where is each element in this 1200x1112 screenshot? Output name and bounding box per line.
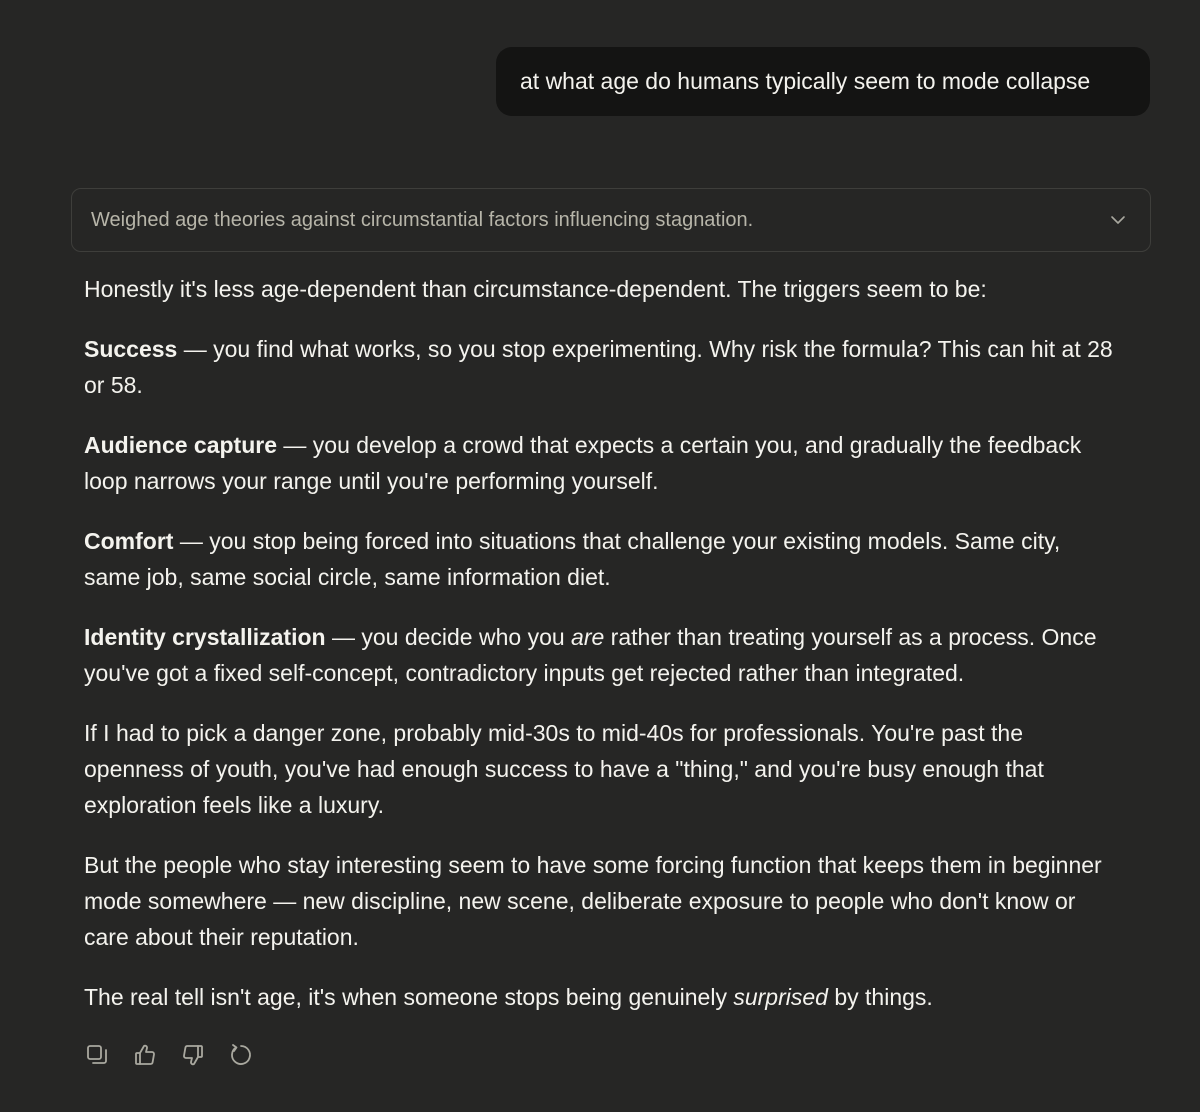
trigger-term: Comfort <box>84 528 174 554</box>
trigger-text: — you decide who you <box>325 624 572 650</box>
thumbs-up-icon[interactable] <box>130 1040 160 1070</box>
chevron-down-icon[interactable] <box>1108 210 1128 230</box>
thinking-summary-toggle[interactable] <box>71 188 1151 252</box>
message-actions <box>82 1040 256 1070</box>
trigger-term: Audience capture <box>84 432 277 458</box>
thumbs-down-icon[interactable] <box>178 1040 208 1070</box>
response-intro: Honestly it's less age-dependent than circumstance-dependent. The triggers seem to be: <box>84 276 987 302</box>
trigger-term: Success <box>84 336 178 362</box>
assistant-response <box>84 271 1114 1039</box>
user-message-bubble <box>496 47 1150 116</box>
thinking-summary-text: Weighed age theories against circumstantial factors influencing stagnation. <box>91 208 754 231</box>
copy-icon[interactable] <box>82 1040 112 1070</box>
trigger-audience-capture <box>84 427 1114 499</box>
trigger-identity-crystallization <box>84 619 1114 691</box>
closing-text: The real tell isn't age, it's when someone stops being genuinely <box>84 984 734 1010</box>
trigger-text: — you develop a crowd that expects a certain you, and gradually the feedback loop narrows your range until you're performing yourself. <box>84 432 1082 494</box>
trigger-text: — you stop being forced into situations that challenge your existing models. Same city, same job, same social circle, same information diet. <box>84 528 1061 590</box>
closing-paragraph <box>84 979 1114 1015</box>
trigger-term: Identity crystallization <box>84 624 326 650</box>
trigger-text: — you find what works, so you stop experimenting. Why risk the formula? This can hit at 28 or 58. <box>84 336 1113 398</box>
closing-text: by things. <box>827 984 933 1010</box>
forcing-function-paragraph: But the people who stay interesting seem to have some forcing function that keeps them in beginner mode somewhere — new discipline, new scene, deliberate exposure to people who don't know or care about their reputation. <box>84 852 1102 950</box>
danger-zone-paragraph: If I had to pick a danger zone, probably mid-30s to mid-40s for professionals. You're past the openness of youth, you've had enough success to have a "thing," and you're busy enough that exploration feels like a luxury. <box>84 720 1044 818</box>
trigger-comfort <box>84 523 1114 595</box>
trigger-success <box>84 331 1114 403</box>
retry-icon[interactable] <box>226 1040 256 1070</box>
trigger-text: rather than treating yourself as a process. Once you've got a fixed self-concept, contradictory inputs get rejected rather than integrated. <box>84 624 1097 686</box>
emphasis: are <box>571 624 605 650</box>
emphasis: surprised <box>733 984 828 1010</box>
user-message-text: at what age do humans typically seem to mode collapse <box>520 68 1091 94</box>
